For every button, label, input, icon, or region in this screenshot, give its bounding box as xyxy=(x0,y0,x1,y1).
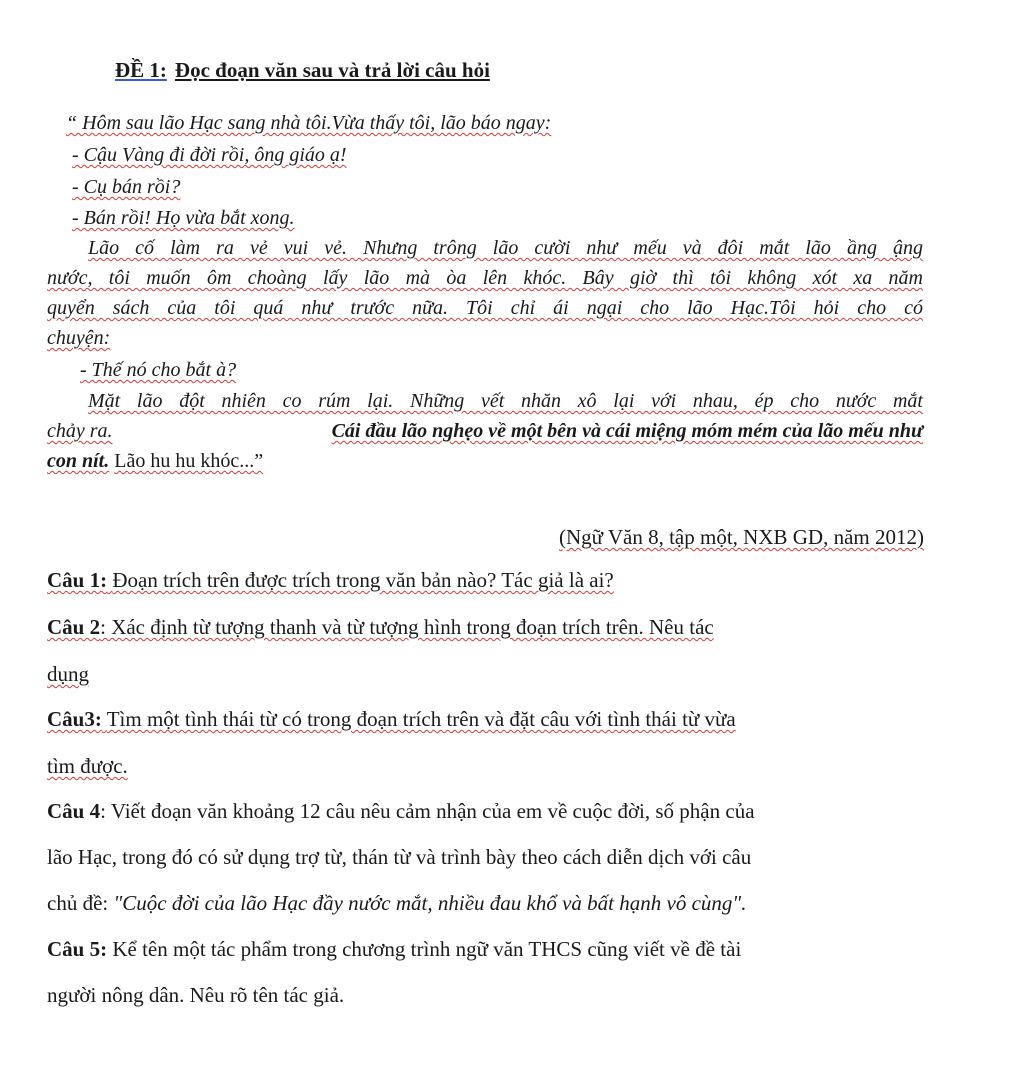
question-5-continued: người nông dân. Nêu rõ tên tác giả. xyxy=(47,983,345,1007)
passage-line: - Thế nó cho bắt à? xyxy=(80,359,237,381)
question-4-topic-line xyxy=(47,891,746,916)
question-2 xyxy=(47,615,714,640)
question-label: Câu 1: xyxy=(47,568,108,592)
passage-line: - Bán rồi! Họ vừa bắt xong. xyxy=(72,207,295,229)
question-4-continued: lão Hạc, trong đó có sử dụng trợ từ, thán từ và trình bày theo cách diễn dịch với câu xyxy=(47,845,752,869)
topic-sentence: "Cuộc đời của lão Hạc đầy nước mắt, nhiều đau khổ và bất hạnh vô cùng". xyxy=(113,891,747,915)
passage-last-line xyxy=(47,450,263,473)
passage-line: “ Hôm sau lão Hạc sang nhà tôi.Vừa thấy tôi, lão báo ngay: xyxy=(66,112,552,134)
question-text: Kể tên một tác phẩm trong chương trình ngữ văn THCS cũng viết về đề tài xyxy=(112,937,742,961)
passage-line: quyển sách của tôi quá như trước nữa. Tôi chỉ ái ngại cho lão Hạc.Tôi hỏi cho có xyxy=(47,297,923,319)
passage-bold-fragment: con nít. xyxy=(47,450,110,472)
question-3 xyxy=(47,707,736,732)
question-label: Câu 5: xyxy=(47,937,108,961)
passage-line: - Cụ bán rồi? xyxy=(72,176,181,198)
question-label: Câu 4 xyxy=(47,799,101,823)
question-text: : Viết đoạn văn khoảng 12 câu nêu cảm nhận của em về cuộc đời, số phận của xyxy=(100,799,755,823)
question-label: Câu 2 xyxy=(47,615,101,639)
question-1 xyxy=(47,568,614,593)
passage-line: Mặt lão đột nhiên co rúm lại. Những vết nhăn xô lại với nhau, ép cho nước mắt xyxy=(88,390,923,412)
passage-line: nước, tôi muốn ôm choàng lấy lão mà òa lên khóc. Bây giờ thì tôi không xót xa năm xyxy=(47,267,923,289)
question-label: Câu3: xyxy=(47,707,102,731)
question-2-continued: dụng xyxy=(47,662,89,686)
question-4 xyxy=(47,799,755,824)
question-text: : Xác định từ tượng thanh và từ tượng hình trong đoạn trích trên. Nêu tác xyxy=(100,615,714,639)
passage-fragment: Lão hu hu khóc...” xyxy=(114,450,264,472)
exam-instruction: Đọc đoạn văn sau và trả lời câu hỏi xyxy=(174,58,490,82)
exam-label: ĐỀ 1: xyxy=(115,58,167,82)
source-citation: (Ngữ Văn 8, tập một, NXB GD, năm 2012) xyxy=(558,525,924,549)
question-text: chủ đề: xyxy=(47,891,114,915)
passage-line: chuyện: xyxy=(47,327,111,349)
passage-bold-fragment: Cái đầu lão nghẹo về một bên và cái miệng móm mém của lão mếu như xyxy=(331,420,923,442)
question-text: Tìm một tình thái từ có trong đoạn trích trên và đặt câu với tình thái từ vừa xyxy=(106,707,736,731)
question-3-continued: tìm được. xyxy=(47,754,128,778)
question-text: Đoạn trích trên được trích trong văn bản nào? Tác giả là ai? xyxy=(112,568,614,592)
passage-fragment: chảy ra. xyxy=(47,420,113,442)
passage-line: Lão cố làm ra vẻ vui vẻ. Nhưng trông lão cười như mếu và đôi mắt lão ầng ậng xyxy=(88,237,923,259)
passage-line: - Cậu Vàng đi đời rồi, ông giáo ạ! xyxy=(72,144,347,166)
exam-title xyxy=(115,58,490,83)
passage-emphasis-line xyxy=(47,420,923,443)
question-5 xyxy=(47,937,741,962)
